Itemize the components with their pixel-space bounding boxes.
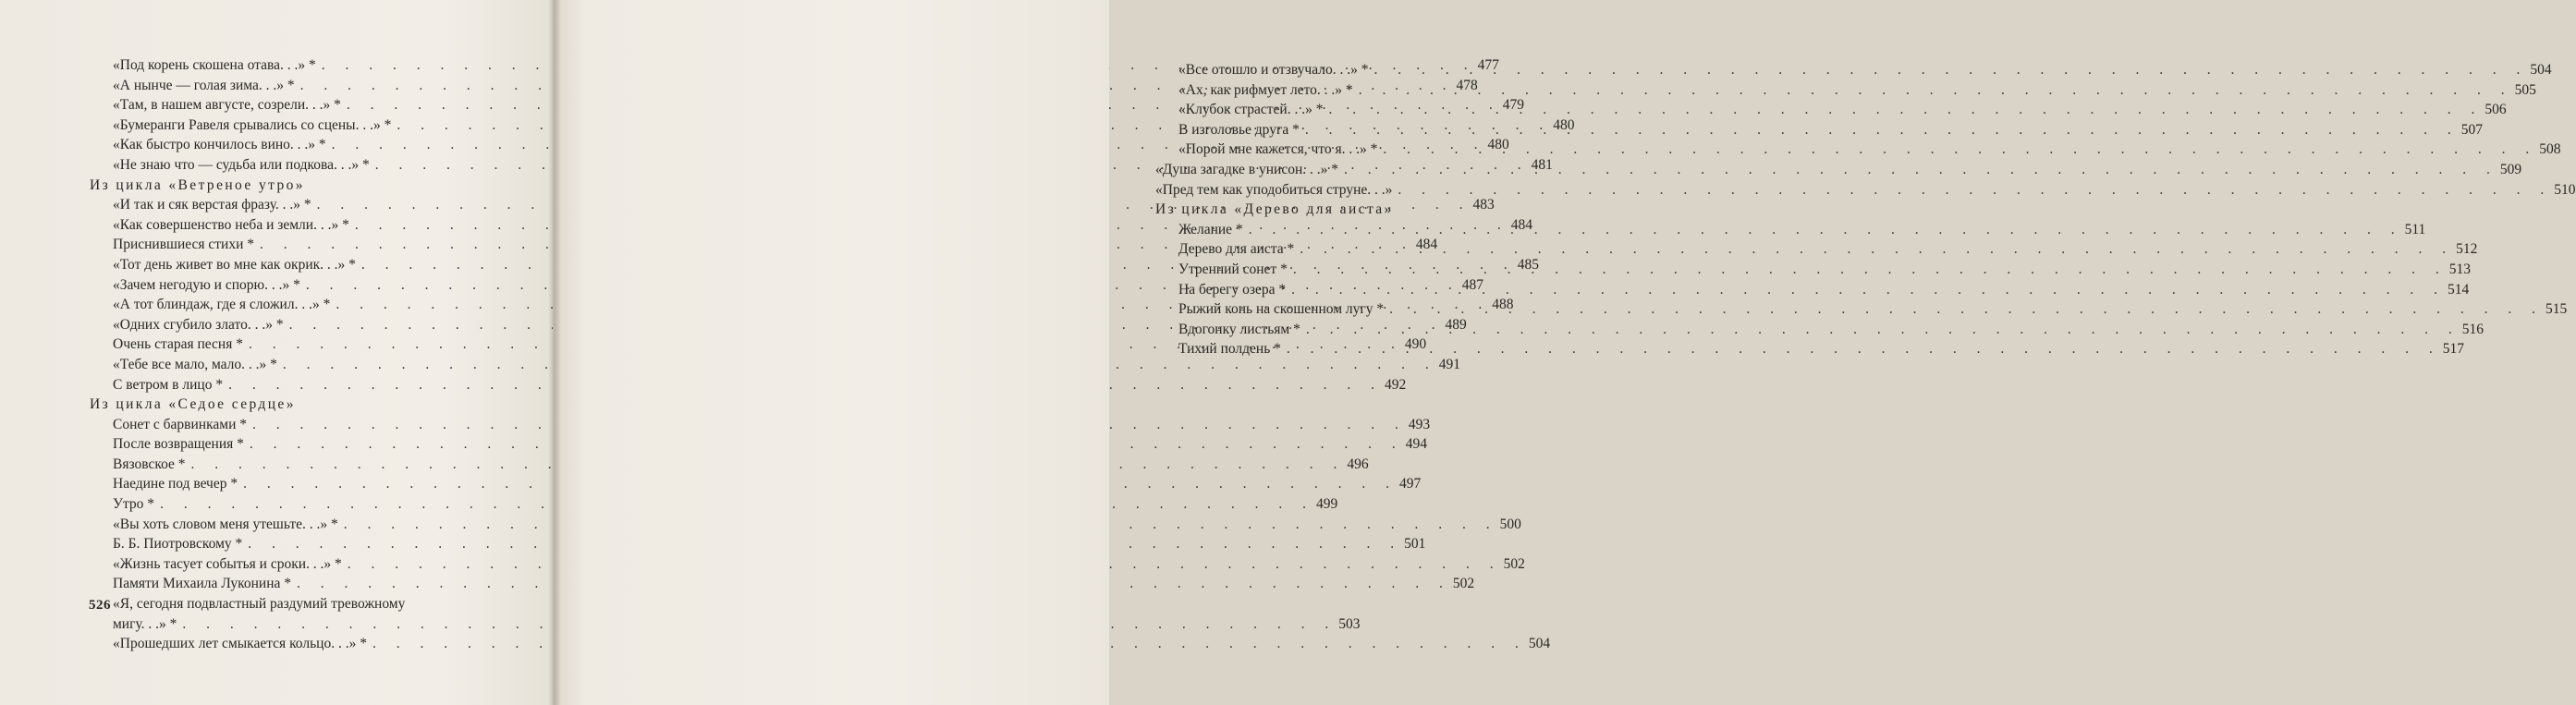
- toc-entry-page: 506: [2484, 102, 2507, 118]
- toc-entry-page: 512: [2456, 241, 2478, 258]
- leader-dots: [1323, 100, 2483, 120]
- toc-entry-title: «Не знаю что — судьба или подкова. . .» *: [113, 156, 370, 173]
- toc-entry-title: Желание *: [1178, 221, 1243, 237]
- toc-entry-page: 480: [1487, 137, 1509, 153]
- toc-entry-title: «И так и сяк верстая фразу. . .» *: [113, 197, 311, 213]
- toc-entry-page: 484: [1415, 237, 1438, 253]
- toc-entry-title: Памяти Михаила Луконина *: [113, 576, 292, 592]
- toc-entry: [1155, 100, 2507, 120]
- toc-entry-page: 478: [1456, 77, 1478, 93]
- toc-entry-title: «Я, сегодня подвластный раздумий тревожному: [113, 596, 406, 613]
- toc-entry: [90, 515, 1521, 535]
- toc-entry-page: 480: [1553, 116, 1575, 133]
- toc-entry-title: Сонет с барвинками *: [113, 416, 247, 432]
- toc-entry-title: мигу. . .» *: [113, 615, 177, 632]
- leader-dots: [1281, 339, 2441, 359]
- toc-entry-title: Наедине под вечер *: [113, 476, 238, 492]
- toc-entry-title: Рыжий конь на скошенном лугу *: [1178, 301, 1385, 318]
- toc-entry: [90, 534, 1426, 554]
- toc-entry-page: 499: [1315, 496, 1338, 513]
- toc-entry-title: «Бумеранги Равеля срывались со сцены. . .» *: [113, 116, 392, 133]
- toc-entry-title: Из цикла «Ветреное утро»: [90, 176, 305, 193]
- toc-entry-title: После возвращения *: [113, 436, 244, 453]
- toc-entry: [90, 474, 1422, 494]
- leader-dots: [1368, 60, 2528, 80]
- toc-entry-title: С ветром в лицо *: [113, 376, 224, 393]
- toc-entry-title: «Прошедших лет смыкается кольцо. . .» *: [113, 636, 367, 652]
- toc-entry-title: Тихий полдень *: [1178, 341, 1281, 358]
- leader-dots: [1300, 120, 2460, 140]
- toc-entry-title: «Клубок страстей. . .» *: [1178, 102, 1324, 118]
- toc-entry-page: 508: [2539, 141, 2561, 158]
- toc-entry: [90, 415, 1431, 435]
- toc-entry: [90, 355, 1461, 375]
- toc-entry: [1155, 260, 2471, 280]
- book-gutter: [548, 0, 561, 705]
- toc-entry-page: 488: [1492, 297, 1514, 313]
- leader-dots: [1384, 299, 2544, 320]
- toc-entry: [1155, 140, 2561, 160]
- toc-entry-page: 515: [2545, 301, 2568, 318]
- toc-entry-page: 479: [1502, 97, 1525, 114]
- toc-entry: [90, 375, 1407, 395]
- toc-entry: [90, 614, 1361, 635]
- toc-entry-title: «Как быстро кончилось вино. . .» *: [113, 137, 326, 153]
- toc-entry: [90, 434, 1428, 455]
- leader-dots: [1243, 220, 2403, 240]
- leader-dots: [1377, 140, 2537, 160]
- toc-entry-title: Утро *: [113, 496, 155, 513]
- toc-entry-title: Вязовское *: [113, 456, 186, 472]
- toc-entry-page: 494: [1405, 436, 1428, 453]
- toc-section-heading: [90, 176, 515, 196]
- toc-entry: [1155, 280, 2470, 300]
- toc-entry-title: «Как совершенство неба и земли. . .» *: [113, 216, 349, 233]
- toc-entry-page: 483: [1472, 197, 1495, 213]
- toc-entry-title: «Вы хоть словом меня утешьте. . .» *: [113, 516, 338, 532]
- toc-entry-title: «Одних сгубило злато. . .» *: [113, 316, 284, 333]
- toc-entry-page: 492: [1384, 376, 1407, 393]
- toc-section-heading: [90, 395, 515, 415]
- toc-entry-title: «Тот день живет во мне как окрик. . .» *: [113, 256, 356, 273]
- toc-entry-page: 484: [1510, 216, 1532, 233]
- toc-entry-title: Из цикла «Дерево для аиста»: [1155, 201, 1394, 218]
- toc-entry-title: Дерево для аиста *: [1178, 241, 1295, 258]
- page-number: 526: [89, 598, 111, 613]
- toc-entry-page: 501: [1404, 536, 1426, 553]
- toc-entry: [90, 634, 1551, 654]
- toc-entry-title: «Тебе все мало, мало. . .» *: [113, 356, 277, 372]
- leader-dots: [1294, 239, 2454, 260]
- toc-entry-title: В изголовье друга *: [1178, 121, 1300, 138]
- leader-dots: [1392, 180, 2552, 201]
- toc-entry-title: На берегу озера *: [1178, 281, 1287, 298]
- toc-entry-page: 502: [1503, 555, 1525, 572]
- toc-entry-page: 516: [2461, 321, 2484, 337]
- toc-entry: [1155, 180, 2576, 201]
- toc-entry-title: Утренний сонет *: [1178, 261, 1288, 277]
- toc-entry-page: 490: [1404, 336, 1427, 353]
- toc-entry-page: 505: [2514, 81, 2536, 98]
- toc-entry-page: 481: [1531, 156, 1553, 173]
- toc-entry: [90, 594, 515, 614]
- toc-entry-page: 507: [2460, 121, 2483, 138]
- toc-entry-page: 485: [1517, 256, 1540, 273]
- leader-dots: [1353, 80, 2513, 101]
- toc-entry-title: «Жизнь тасует событья и сроки. . .» *: [113, 555, 342, 572]
- toc-entry-page: 511: [2404, 221, 2426, 237]
- leader-dots: [1288, 260, 2448, 280]
- toc-entry-page: 513: [2448, 261, 2471, 277]
- toc-entry-title: «Душа загадке в унисон. . .» *: [1155, 161, 1338, 177]
- toc-entry-page: 504: [2530, 62, 2552, 78]
- toc-entry-page: 477: [1477, 57, 1499, 73]
- toc-entry-page: 487: [1461, 276, 1483, 293]
- toc-entry-page: 509: [2499, 161, 2522, 177]
- toc-entry-page: 502: [1452, 576, 1475, 592]
- toc-entry-title: Приснившиеся стихи *: [113, 237, 255, 253]
- toc-entry-title: «Порой мне кажется, что я. . .» *: [1178, 141, 1378, 158]
- toc-entry: [1155, 120, 2483, 140]
- toc-entry: [1155, 339, 2465, 359]
- toc-entry-page: 517: [2442, 341, 2465, 358]
- leader-dots: [1286, 280, 2446, 300]
- toc-entry-title: Из цикла «Седое сердце»: [90, 396, 296, 413]
- toc-entry-title: Б. Б. Пиотровскому *: [113, 536, 243, 553]
- toc-entry-title: «Зачем негодую и спорю. . .» *: [113, 276, 300, 293]
- toc-entry-title: «Все отошло и отзвучало. . .» *: [1178, 62, 1369, 78]
- toc-entry: [1155, 299, 2568, 320]
- toc-entry: [90, 494, 1338, 515]
- toc-entry-page: 497: [1399, 476, 1422, 492]
- toc-section-heading: [1155, 200, 1581, 220]
- toc-right: [1155, 60, 2576, 359]
- toc-entry-page: 496: [1347, 456, 1369, 472]
- toc-entry: [90, 554, 1525, 575]
- toc-entry-title: Вдогонку листьям *: [1178, 321, 1300, 337]
- toc-entry-title: «Там, в нашем августе, созрели. . .» *: [113, 97, 341, 114]
- toc-entry-page: 493: [1408, 416, 1431, 432]
- toc-entry-page: 510: [2554, 181, 2576, 198]
- toc-entry: [90, 574, 1475, 594]
- toc-entry-page: 500: [1499, 516, 1521, 532]
- toc-entry-title: «А нынче — голая зима. . .» *: [113, 77, 295, 93]
- toc-entry-page: 503: [1338, 615, 1361, 632]
- leader-dots: [1300, 320, 2460, 340]
- toc-entry: [1155, 320, 2484, 340]
- toc-entry-page: 491: [1438, 356, 1461, 372]
- toc-entry-page: 504: [1528, 636, 1551, 652]
- toc-entry-title: «Ах, как рифмует лето. . .» *: [1178, 81, 1353, 98]
- toc-entry: [1155, 239, 2478, 260]
- toc-entry-page: 514: [2448, 281, 2470, 298]
- toc-entry: [1155, 160, 2522, 180]
- toc-entry: [90, 455, 1369, 475]
- toc-entry: [1155, 80, 2536, 101]
- toc-entry-title: «Под корень скошена отава. . .» *: [113, 57, 316, 73]
- leader-dots: [1338, 160, 2498, 180]
- toc-entry-title: «Пред тем как уподобиться струне. . .»: [1155, 181, 1393, 198]
- toc-entry-title: «А тот блиндаж, где я сложил. . .» *: [113, 297, 331, 313]
- toc-entry: [1155, 60, 2552, 80]
- toc-entry: [1155, 220, 2426, 240]
- toc-entry-title: Очень старая песня *: [113, 336, 243, 353]
- toc-entry-page: 489: [1445, 316, 1467, 333]
